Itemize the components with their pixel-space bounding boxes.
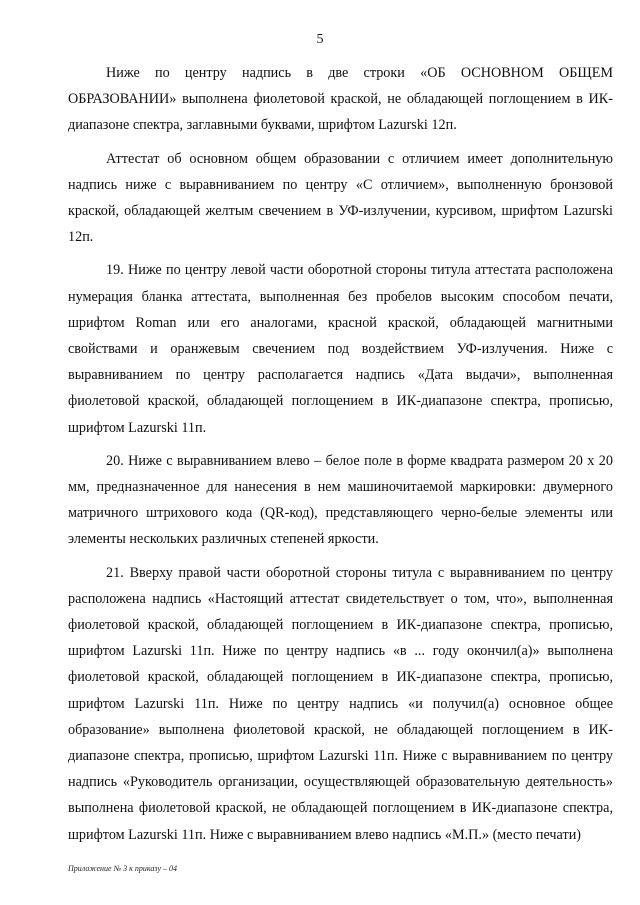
page-number: 5 <box>316 32 324 47</box>
paragraph-item-21: 21. Вверху правой части оборотной стороны титула с выравниванием по центру расположена надпись «Настоящий аттестат свидетельствует о том, что», выполненная фиолетовой краской, обладающей поглощением в ИК-диапазоне спектра, прописью, шрифтом Lazurski 11п. Ниже по центру надпись «в ... году окончил(а)» выполнена фиолетовой краской, обладающей поглощением в ИК-диапазоне спектра, прописью, шрифтом Lazurski 11п. Ниже по центру надпись «и получил(а) основное общее образование» выполнена фиолетовой краской, не обладающей поглощением в ИК-диапазоне спектра, прописью, шрифтом Lazurski 11п. Ниже с выравниванием по центру надпись «Руководитель организации, осуществляющей образовательную деятельность» выполнена фиолетовой краской, не обладающей поглощением в ИК-диапазоне спектра, шрифтом Lazurski 11п. Ниже с выравниванием влево надпись «М.П.» (место печати) <box>68 564 613 843</box>
paragraph-honors-inscription: Аттестат об основном общем образовании с отличием имеет дополнительную надпись ниже с выравниванием по центру «С отличием», выполненную бронзовой краской, обладающей желтым свечением в УФ-излучении, курсивом, шрифтом Lazurski 12п. <box>68 150 613 246</box>
paragraph-item-19: 19. Ниже по центру левой части оборотной стороны титула аттестата расположена нумерация бланка аттестата, выполненная без пробелов высоким способом печати, шрифтом Roman или его аналогами, красной краской, обладающей магнитными свойствами и оранжевым свечением под воздействием УФ-излучения. Ниже с выравниванием по центру располагается надпись «Дата выдачи», выполненная фиолетовой краской, обладающей поглощением в ИК-диапазоне спектра, прописью, шрифтом Lazurski 11п. <box>68 262 613 436</box>
paragraph-title-inscription: Ниже по центру надпись в две строки «ОБ ОСНОВНОМ ОБЩЕМ ОБРАЗОВАНИИ» выполнена фиолетовой краской, не обладающей поглощением в ИК-диапазоне спектра, заглавными буквами, шрифтом Lazurski 12п. <box>68 65 613 134</box>
paragraph-item-20: 20. Ниже с выравниванием влево – белое поле в форме квадрата размером 20 х 20 мм, предназначенное для нанесения в нем машиночитаемой маркировки: двумерного матричного штрихового кода (QR-код), представляющего черно-белые элементы или элементы нескольких различных степеней яркости. <box>68 452 613 548</box>
footer-note: Приложение № 3 к приказу – 04 <box>68 864 178 873</box>
document-body <box>68 60 613 855</box>
